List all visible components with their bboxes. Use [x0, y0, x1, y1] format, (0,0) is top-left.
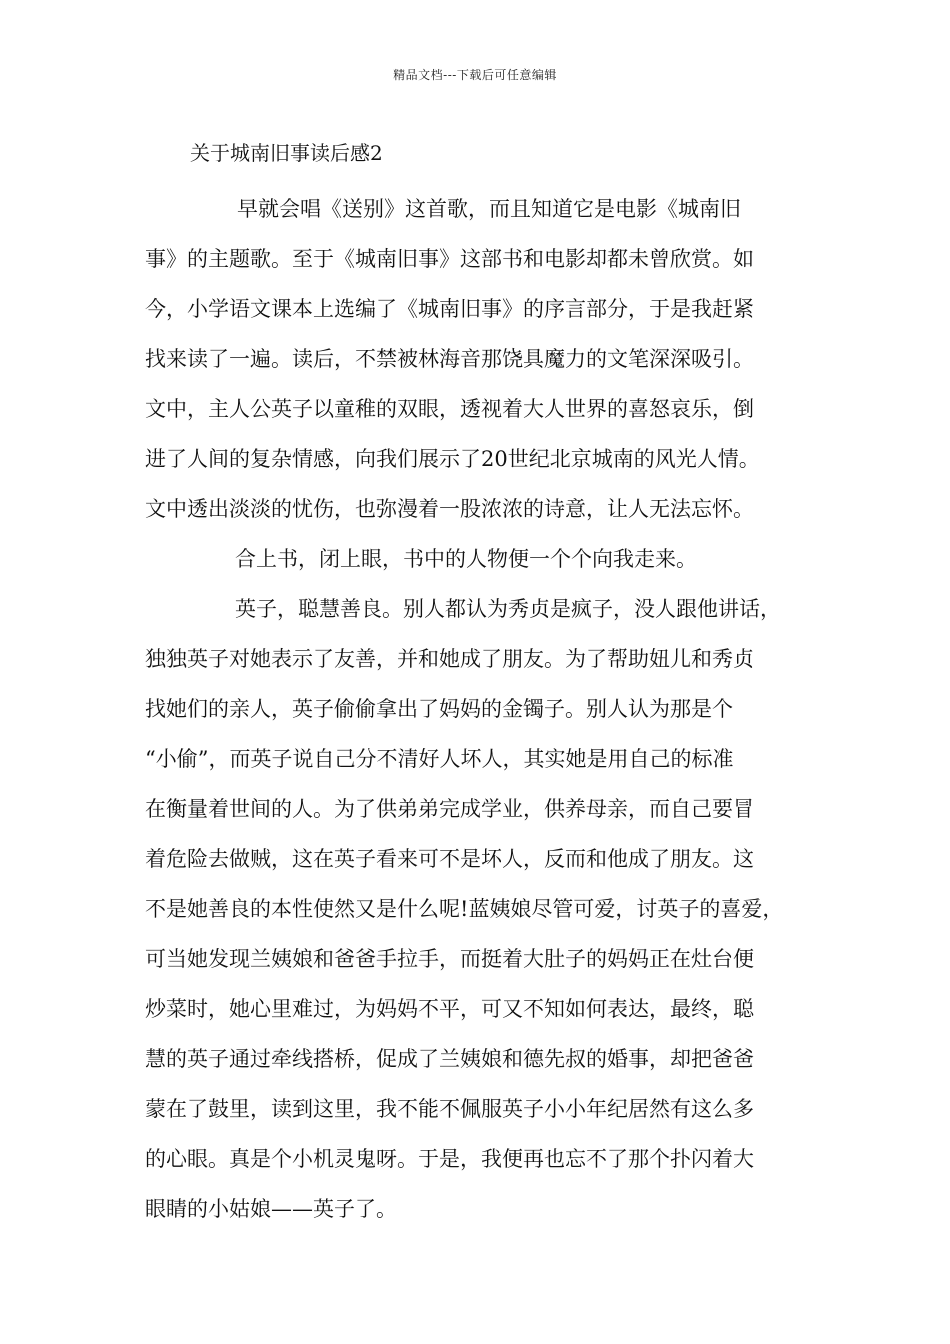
- document-title: 关于城南旧事读后感2: [190, 141, 383, 165]
- paragraph-line: 早就会唱《送别》这首歌，而且知道它是电影《城南旧: [237, 197, 741, 221]
- paragraph-line: “小偷”，而英子说自己分不清好人坏人，其实她是用自己的标准: [145, 747, 734, 771]
- paragraph-line: 文中透出淡淡的忧伤，也弥漫着一股浓浓的诗意，让人无法忘怀。: [145, 497, 754, 521]
- paragraph-line: 今，小学语文课本上选编了《城南旧事》的序言部分，于是我赶紧: [145, 297, 754, 321]
- paragraph-line: 文中，主人公英子以童稚的双眼，透视着大人世界的喜怒哀乐，倒: [145, 397, 754, 421]
- paragraph-line: 英子，聪慧善良。别人都认为秀贞是疯子，没人跟他讲话，: [235, 597, 781, 621]
- paragraph-line: 事》的主题歌。至于《城南旧事》这部书和电影却都未曾欣赏。如: [145, 247, 754, 271]
- paragraph-line: 独独英子对她表示了友善，并和她成了朋友。为了帮助妞儿和秀贞: [145, 647, 754, 671]
- paragraph-line: 在衡量着世间的人。为了供弟弟完成学业，供养母亲，而自己要冒: [145, 797, 754, 821]
- paragraph-line: 眼睛的小姑娘——英子了。: [145, 1197, 397, 1221]
- paragraph-line: 慧的英子通过牵线搭桥，促成了兰姨娘和德先叔的婚事，却把爸爸: [145, 1047, 754, 1071]
- paragraph-line: 找来读了一遍。读后，不禁被林海音那饶具魔力的文笔深深吸引。: [145, 347, 754, 371]
- page-header: 精品文档---下载后可任意编辑: [393, 68, 557, 82]
- paragraph-line: 进了人间的复杂情感，向我们展示了20世纪北京城南的风光人情。: [145, 447, 760, 471]
- paragraph-line: 炒菜时，她心里难过，为妈妈不平，可又不知如何表达，最终，聪: [145, 997, 754, 1021]
- paragraph-line: 蒙在了鼓里，读到这里，我不能不佩服英子小小年纪居然有这么多: [145, 1097, 754, 1121]
- paragraph-line: 的心眼。真是个小机灵鬼呀。于是，我便再也忘不了那个扑闪着大: [145, 1147, 754, 1171]
- paragraph-line: 可当她发现兰姨娘和爸爸手拉手，而挺着大肚子的妈妈正在灶台便: [145, 947, 754, 971]
- paragraph-line: 找她们的亲人，英子偷偷拿出了妈妈的金镯子。别人认为那是个: [145, 697, 733, 721]
- paragraph-line: 合上书，闭上眼，书中的人物便一个个向我走来。: [235, 547, 697, 571]
- document-body: [145, 184, 805, 1234]
- paragraph-line: 着危险去做贼，这在英子看来可不是坏人，反而和他成了朋友。这: [145, 847, 754, 871]
- paragraph-line: 不是她善良的本性使然又是什么呢!蓝姨娘尽管可爱，讨英子的喜爱，: [145, 897, 784, 921]
